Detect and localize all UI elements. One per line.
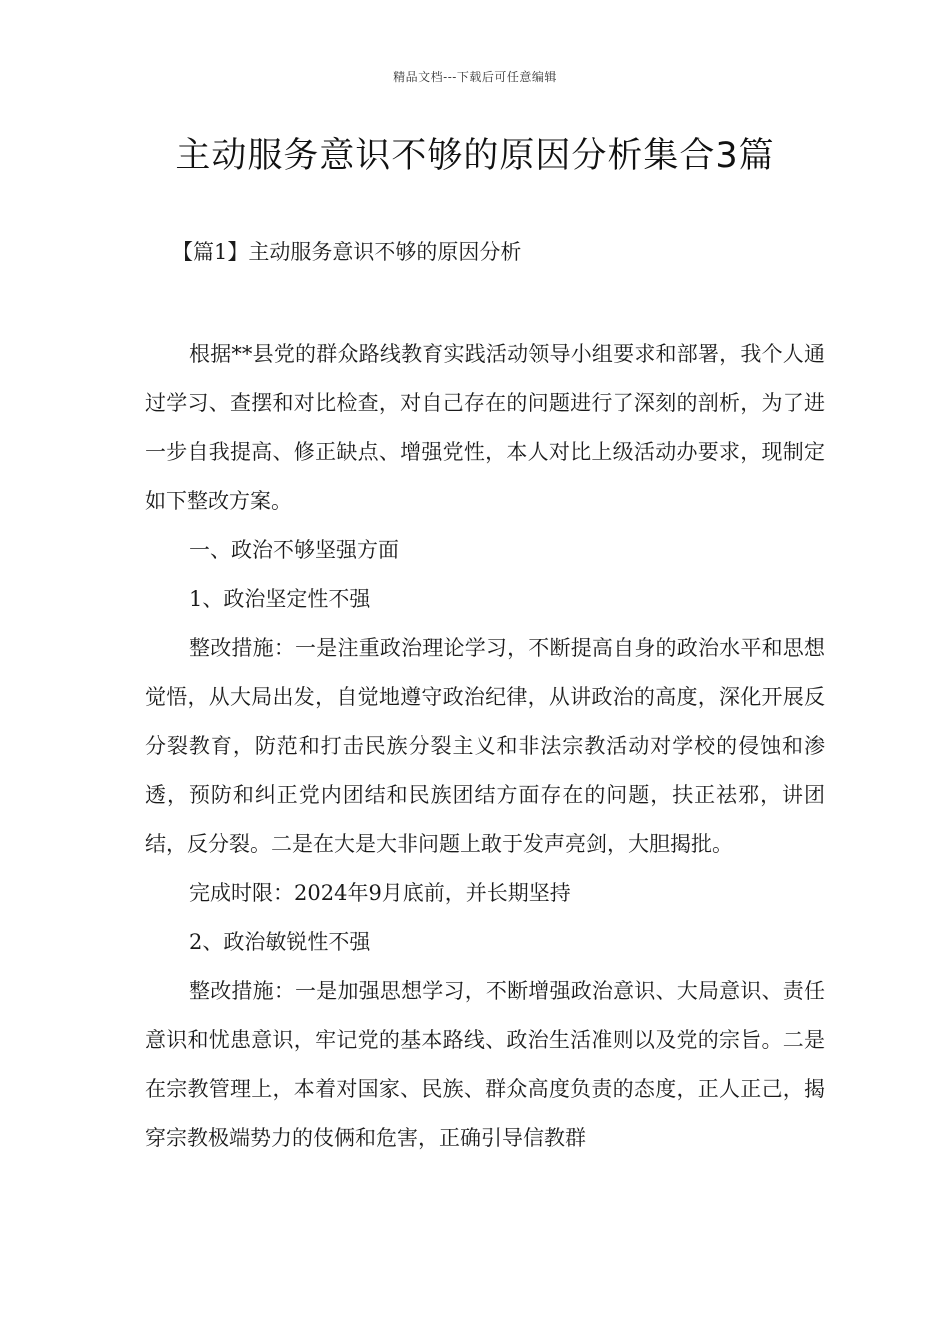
document-body <box>145 330 825 1163</box>
paragraph-heading-political: 一、政治不够坚强方面 <box>189 538 399 562</box>
header-note: 精品文档---下载后可任意编辑 <box>393 70 557 84</box>
paragraph-measures-1: 整改措施：一是注重政治理论学习，不断提高自身的政治水平和思想觉悟，从大局出发，自觉地遵守政治纪律，从讲政治的高度，深化开展反分裂教育，防范和打击民族分裂主义和非法宗教活动对学校的侵蚀和渗透，预防和纠正党内团结和民族团结方面存在的问题，扶正祛邪，讲团结，反分裂。二是在大是大非问题上敢于发声亮剑，大胆揭批。 <box>145 636 825 856</box>
paragraph-subheading-2: 2、政治敏锐性不强 <box>189 930 371 954</box>
section-heading: 【篇1】主动服务意识不够的原因分析 <box>172 240 522 264</box>
paragraph-subheading-1: 1、政治坚定性不强 <box>189 587 371 611</box>
paragraph-measures-2: 整改措施：一是加强思想学习，不断增强政治意识、大局意识、责任意识和忧患意识，牢记党的基本路线、政治生活准则以及党的宗旨。二是在宗教管理上，本着对国家、民族、群众高度负责的态度，正人正己，揭穿宗教极端势力的伎俩和危害，正确引导信教群 <box>145 979 825 1150</box>
paragraph-intro: 根据**县党的群众路线教育实践活动领导小组要求和部署，我个人通过学习、查摆和对比检查，对自己存在的问题进行了深刻的剖析，为了进一步自我提高、修正缺点、增强党性，本人对比上级活动办要求，现制定如下整改方案。 <box>145 342 825 513</box>
document-title: 主动服务意识不够的原因分析集合3篇 <box>175 136 775 176</box>
paragraph-deadline-1: 完成时限：2024年9月底前，并长期坚持 <box>189 881 571 905</box>
